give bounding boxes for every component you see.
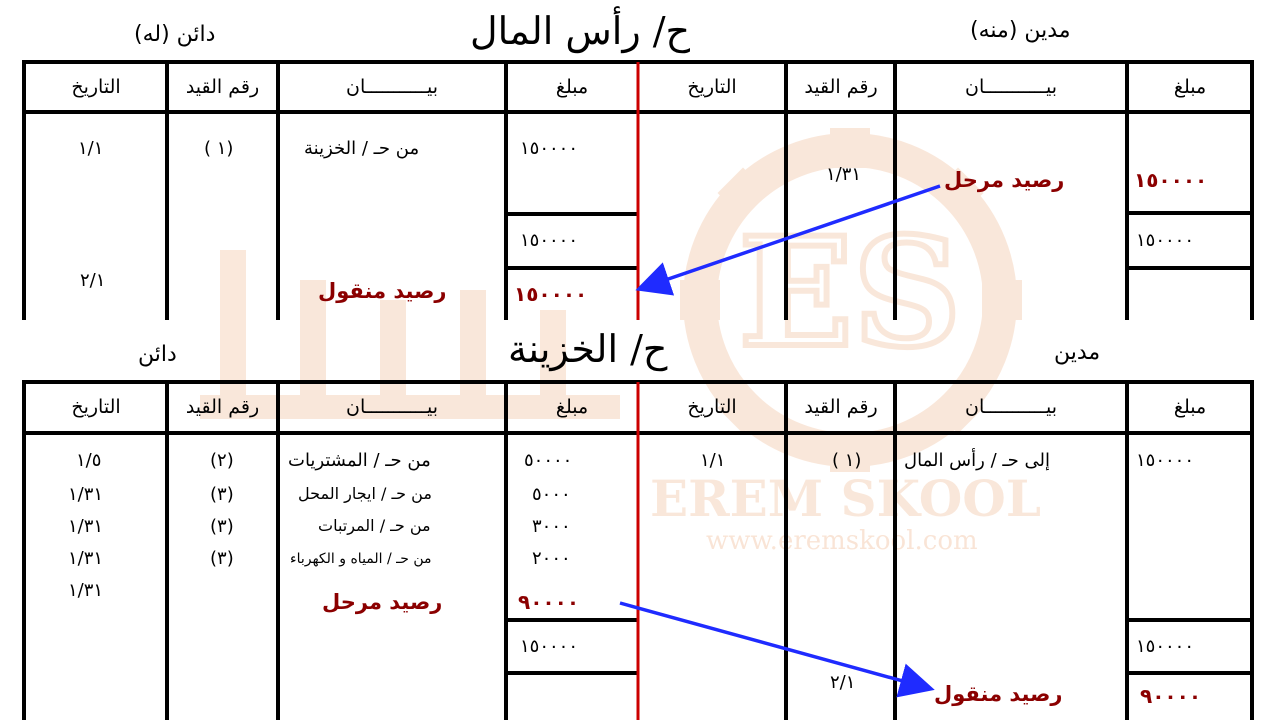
- treasury-balance-label: رصيد مرحل: [322, 590, 443, 614]
- treasury-header-amount-debit: مبلغ: [1173, 396, 1207, 418]
- treasury-header-entry-credit: رقم القيد: [185, 396, 260, 418]
- treasury-credit-row-2-desc: من حـ / ايجار المحل: [298, 484, 432, 503]
- capital-debit-total: ١٥٠٠٠٠: [1136, 230, 1195, 251]
- capital-credit-desc: من حـ / الخزينة: [304, 138, 420, 159]
- treasury-credit-row-3-amount: ٣٠٠٠: [532, 516, 571, 537]
- treasury-credit-row-2-amount: ٥٠٠٠: [532, 484, 571, 505]
- capital-account-title: ح/ رأس المال: [470, 9, 691, 53]
- capital-credit-label: (له) دائن: [134, 22, 216, 47]
- treasury-credit-row-1-entry: (٢): [210, 450, 234, 471]
- capital-header-desc-debit: بيـــــــــــان: [965, 76, 1057, 98]
- treasury-credit-label: دائن: [138, 342, 177, 367]
- treasury-credit-row-3-date: ١/٣١: [68, 516, 104, 537]
- treasury-carried-amount: ٩٠٠٠٠: [1140, 684, 1202, 708]
- capital-debit-label: (منه) مدين: [970, 18, 1071, 43]
- watermark-brand: EREM SKOOL: [650, 469, 1042, 528]
- treasury-header-amount-credit: مبلغ: [555, 396, 589, 418]
- capital-balance-amount: ١٥٠٠٠٠: [1134, 168, 1208, 192]
- treasury-debit-amount: ١٥٠٠٠٠: [1136, 450, 1195, 471]
- capital-header-desc-credit: بيـــــــــــان: [346, 76, 438, 98]
- treasury-debit-desc: إلى حـ / رأس المال: [904, 450, 1050, 471]
- capital-header-entry-debit: رقم القيد: [804, 76, 878, 98]
- treasury-credit-row-1-date: ١/٥: [76, 450, 102, 471]
- treasury-credit-row-1-desc: من حـ / المشتريات: [288, 450, 431, 471]
- treasury-credit-row-3-entry: (٣): [210, 516, 234, 537]
- treasury-credit-row-4-entry: (٣): [210, 548, 234, 569]
- treasury-credit-total: ١٥٠٠٠٠: [520, 636, 579, 657]
- capital-credit-entry: ( ١): [204, 138, 234, 159]
- treasury-header-desc-credit: بيـــــــــــان: [346, 396, 438, 418]
- capital-header-date-debit: التاريخ: [687, 76, 737, 98]
- watermark-url: www.eremskool.com: [706, 526, 978, 556]
- treasury-header-entry-debit: رقم القيد: [804, 396, 878, 418]
- treasury-header-date-credit: التاريخ: [71, 396, 121, 418]
- treasury-debit-total: ١٥٠٠٠٠: [1136, 636, 1195, 657]
- treasury-header-date-debit: التاريخ: [687, 396, 737, 418]
- capital-header-entry-credit: رقم القيد: [185, 76, 260, 98]
- treasury-credit-row-4-amount: ٢٠٠٠: [532, 548, 571, 569]
- capital-carried-date: ٢/١: [80, 270, 106, 291]
- treasury-debit-label: مدين: [1054, 340, 1101, 365]
- capital-header-amount-credit: مبلغ: [555, 76, 589, 98]
- capital-credit-date: ١/١: [78, 138, 104, 159]
- capital-credit-amount: ١٥٠٠٠٠: [520, 138, 579, 159]
- treasury-credit-row-2-entry: (٣): [210, 484, 234, 505]
- svg-text:ES: ES: [738, 205, 962, 381]
- capital-carried-amount: ١٥٠٠٠٠: [514, 282, 588, 306]
- capital-header-amount-debit: مبلغ: [1173, 76, 1207, 98]
- treasury-balance-date: ١/٣١: [68, 580, 104, 601]
- treasury-credit-row-4-desc: من حـ / المياه و الكهرباء: [290, 551, 432, 567]
- treasury-debit-date: ١/١: [700, 450, 726, 471]
- treasury-credit-row-4-date: ١/٣١: [68, 548, 104, 569]
- treasury-header-desc-debit: بيـــــــــــان: [965, 396, 1057, 418]
- treasury-credit-row-1-amount: ٥٠٠٠٠: [524, 450, 573, 471]
- treasury-carried-date: ٢/١: [830, 672, 856, 693]
- treasury-credit-row-2-date: ١/٣١: [68, 484, 104, 505]
- treasury-balance-amount: ٩٠٠٠٠: [518, 590, 580, 614]
- capital-header-date-credit: التاريخ: [71, 76, 121, 98]
- capital-balance-label: رصيد مرحل: [944, 168, 1065, 192]
- treasury-debit-entry: ( ١): [832, 450, 862, 471]
- treasury-carried-label: رصيد منقول: [934, 682, 1063, 706]
- capital-carried-label: رصيد منقول: [318, 279, 447, 303]
- capital-credit-total: ١٥٠٠٠٠: [520, 230, 579, 251]
- treasury-account-title: ح/ الخزينة: [508, 327, 668, 371]
- arrow-treasury-transfer: [620, 603, 928, 688]
- capital-balance-date: ١/٣١: [826, 164, 862, 185]
- treasury-credit-row-3-desc: من حـ / المرتبات: [318, 516, 431, 535]
